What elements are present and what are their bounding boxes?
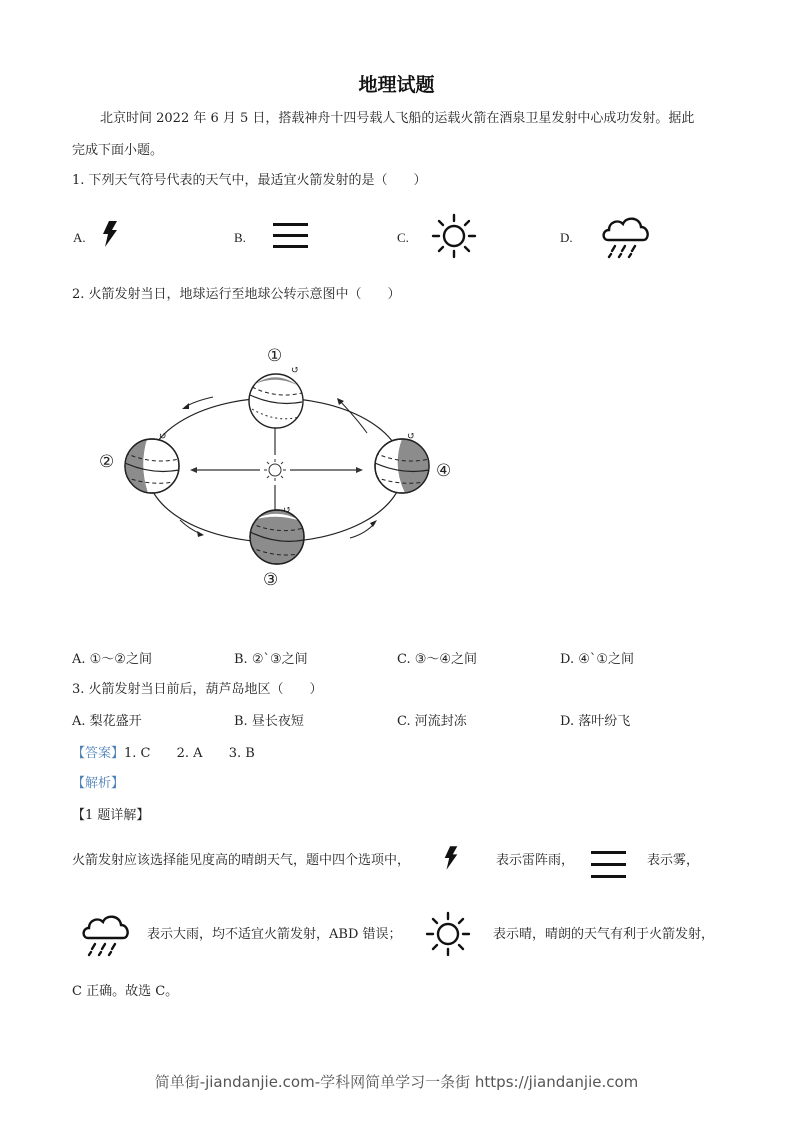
label-position-2: ② xyxy=(99,452,115,472)
q3-stem: 3. 火箭发射当日前后，葫芦岛地区（ ） xyxy=(72,682,323,697)
q3-option-c: C. 河流封冻 xyxy=(397,714,467,729)
explanation-line1-c: 表示雾， xyxy=(647,853,700,868)
svg-text:↺: ↺ xyxy=(291,365,300,376)
q1-stem: 1. 下列天气符号代表的天气中，最适宜火箭发射的是（ ） xyxy=(72,173,427,188)
q2-stem: 2. 火箭发射当日，地球运行至地球公转示意图中（ ） xyxy=(72,287,401,302)
heavy-rain-icon-inline xyxy=(80,912,132,958)
q2-option-d: D. ④`①之间 xyxy=(560,652,635,667)
lightning-icon xyxy=(100,220,120,248)
q2-option-b: B. ②`③之间 xyxy=(234,652,308,667)
globe-position-1 xyxy=(249,365,303,428)
page-title: 地理试题 xyxy=(358,74,435,96)
sun-icon-inline xyxy=(424,910,472,958)
heavy-rain-icon xyxy=(600,214,652,260)
explanation-line1-b: 表示雷阵雨， xyxy=(496,853,575,868)
sun-icon xyxy=(430,212,478,260)
detail-label: 【1 题详解】 xyxy=(72,808,150,823)
globe-position-3 xyxy=(250,505,304,564)
globe-position-4 xyxy=(375,431,435,493)
earth-revolution-diagram xyxy=(95,335,465,595)
answer-row xyxy=(72,746,255,762)
intro-line-2: 完成下面小题。 xyxy=(72,143,164,158)
label-position-1: ① xyxy=(267,346,283,366)
answer-item-1: 1. C xyxy=(124,746,151,761)
q1-option-b-label: B. xyxy=(234,230,246,245)
answer-item-2: 2. A xyxy=(176,746,203,761)
explanation-line1-a: 火箭发射应该选择能见度高的晴朗天气，题中四个选项中， xyxy=(72,853,411,868)
q3-option-a: A. 梨花盛开 xyxy=(72,714,142,729)
intro-line-1: 北京时间 2022 年 6 月 5 日，搭载神舟十四号载人飞船的运载火箭在酒泉卫星发射中心成功发射。据此 xyxy=(100,111,695,126)
label-position-4: ④ xyxy=(436,461,452,481)
q1-option-c-label: C. xyxy=(397,230,409,245)
svg-text:↺: ↺ xyxy=(159,431,168,442)
q3-option-d: D. 落叶纷飞 xyxy=(560,714,631,729)
analysis-label: 【解析】 xyxy=(72,776,125,791)
explanation-line2-a: 表示大雨，均不适宜火箭发射，ABD 错误； xyxy=(147,927,402,942)
q1-option-d-label: D. xyxy=(560,230,573,245)
fog-icon-inline xyxy=(591,849,627,879)
footer-watermark: 简单街-jiandanjie.com-学科网简单学习一条街 https://jiandanjie.com xyxy=(154,1073,639,1091)
lightning-icon-inline xyxy=(442,845,460,871)
q1-option-a-label: A. xyxy=(73,230,86,245)
answer-item-3: 3. B xyxy=(228,746,255,761)
label-position-3: ③ xyxy=(263,570,279,590)
answer-label: 【答案】 xyxy=(72,746,125,761)
explanation-line2-b: 表示晴，晴朗的天气有利于火箭发射， xyxy=(493,927,715,942)
explanation-line3: C 正确。故选 C。 xyxy=(72,984,179,999)
sun-center-icon xyxy=(264,459,286,481)
svg-text:↺: ↺ xyxy=(407,431,416,442)
svg-text:↺: ↺ xyxy=(283,505,292,516)
q2-option-c: C. ③～④之间 xyxy=(397,652,478,667)
q3-option-b: B. 昼长夜短 xyxy=(234,714,304,729)
q2-option-a: A. ①～②之间 xyxy=(72,652,152,667)
fog-icon xyxy=(273,221,309,249)
globe-position-2 xyxy=(125,431,179,493)
